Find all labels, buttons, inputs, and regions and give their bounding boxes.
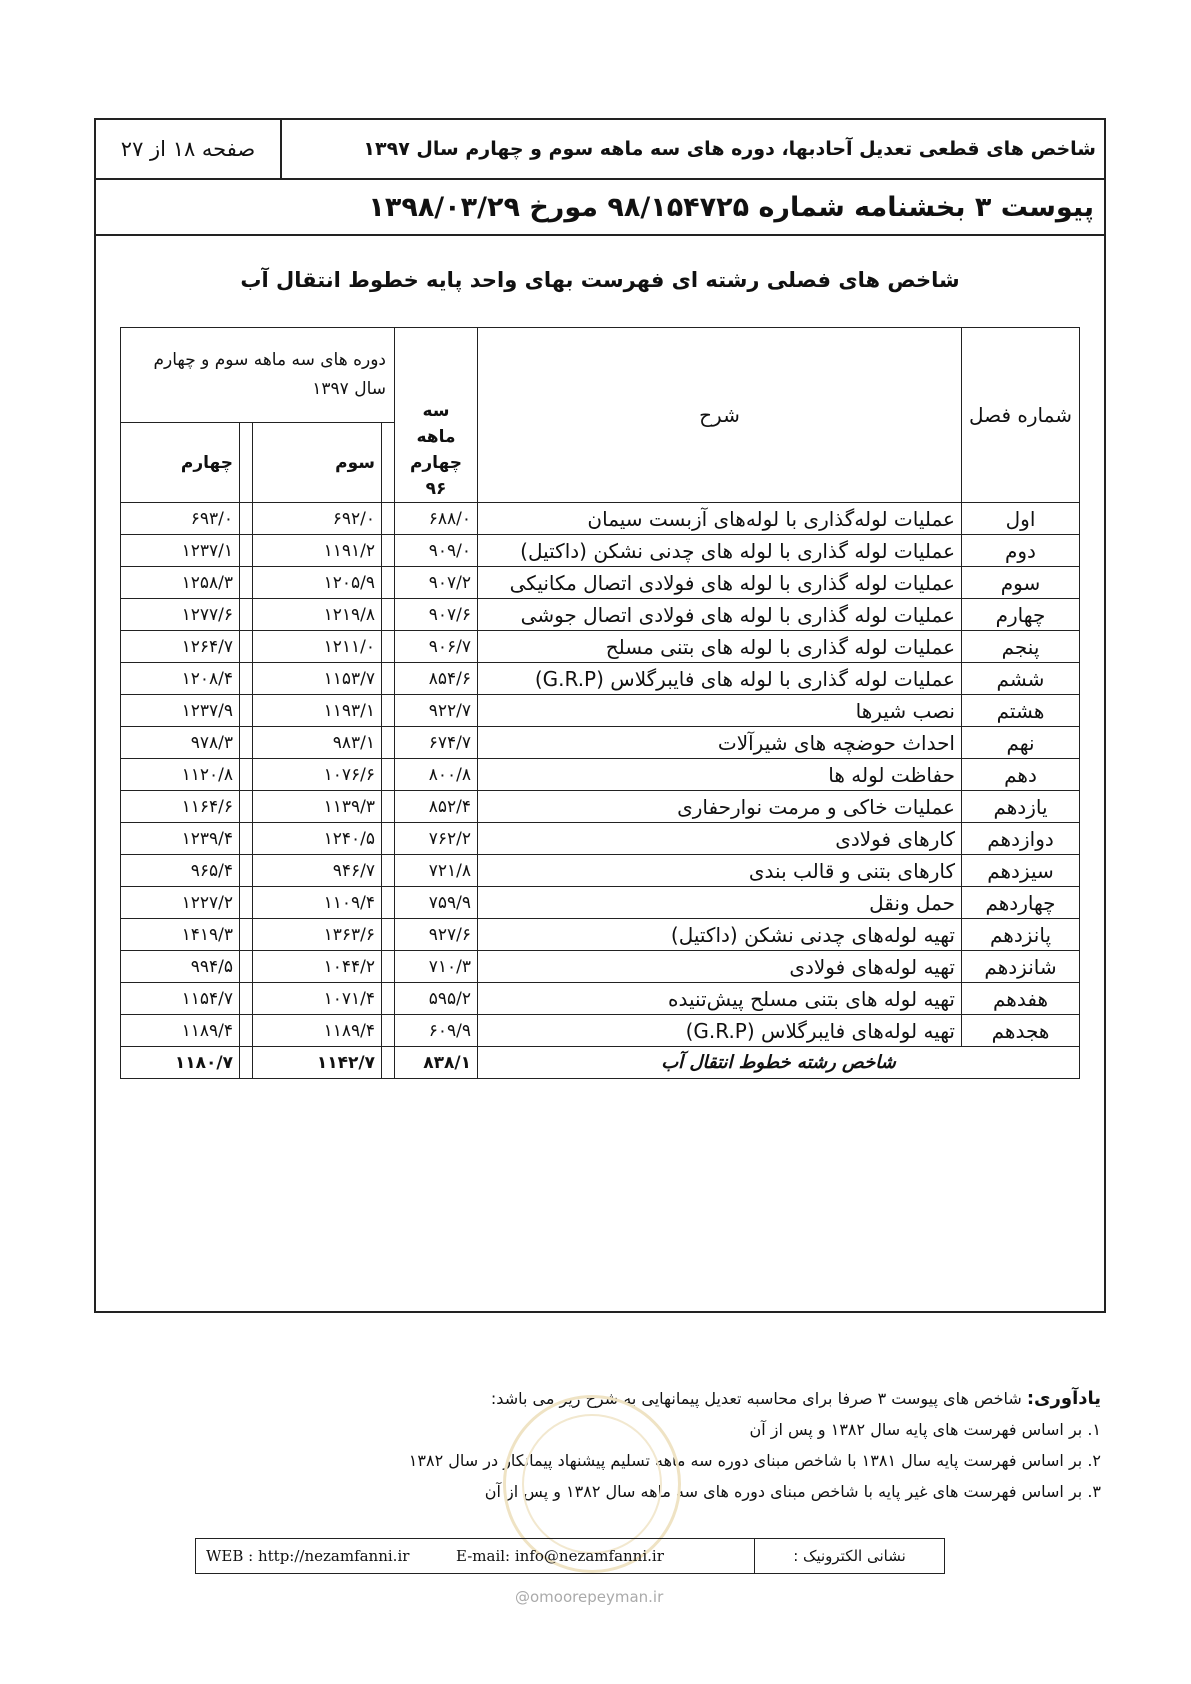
cell-description: عملیات لوله گذاری با لوله های فولادی اتصال جوشی (478, 599, 962, 631)
cell-prev-quarter: ۹۰۹/۰ (395, 535, 478, 567)
cell-chapter: یازدهم (962, 791, 1080, 823)
cell-q4: ۱۱۶۴/۶ (121, 791, 240, 823)
cell-gap (240, 887, 253, 919)
cell-chapter: پنجم (962, 631, 1080, 663)
cell-gap (240, 951, 253, 983)
table-row (121, 503, 1080, 535)
cell-q4: ۱۱۸۹/۴ (121, 1015, 240, 1047)
cell-q3: ۱۱۳۹/۳ (253, 791, 382, 823)
cell-q4: ۶۹۳/۰ (121, 503, 240, 535)
table-row (121, 695, 1080, 727)
cell-prev-quarter: ۵۹۵/۲ (395, 983, 478, 1015)
cell-description: تهیه لوله‌های چدنی نشکن (داکتیل) (478, 919, 962, 951)
cell-gap (382, 631, 395, 663)
cell-gap (382, 503, 395, 535)
email-link[interactable]: E-mail: info@nezamfanni.ir (456, 1547, 664, 1565)
cell-gap (382, 791, 395, 823)
cell-chapter: هجدهم (962, 1015, 1080, 1047)
cell-gap (240, 855, 253, 887)
cell-prev-quarter: ۹۲۲/۷ (395, 695, 478, 727)
cell-chapter: دهم (962, 759, 1080, 791)
cell-prev-quarter: ۶۷۴/۷ (395, 727, 478, 759)
cell-description: عملیات لوله گذاری با لوله های فایبرگلاس (G.R.P) (478, 663, 962, 695)
table-row (121, 759, 1080, 791)
table-row (121, 791, 1080, 823)
cell-q3: ۱۱۹۳/۱ (253, 695, 382, 727)
cell-q3: ۱۰۴۴/۲ (253, 951, 382, 983)
cell-chapter: دوازدهم (962, 823, 1080, 855)
cell-q4: ۱۲۷۷/۶ (121, 599, 240, 631)
cell-q4: ۹۶۵/۴ (121, 855, 240, 887)
cell-gap (240, 1015, 253, 1047)
cell-q4: ۱۲۵۸/۳ (121, 567, 240, 599)
cell-gap (240, 695, 253, 727)
table-row (121, 1015, 1080, 1047)
circular-reference: پیوست ۳ بخشنامه شماره ۹۸/۱۵۴۷۲۵ مورخ ۱۳۹۸/۰۳/۲۹ (96, 180, 1104, 236)
cell-total-prev: ۸۳۸/۱ (395, 1047, 478, 1079)
header-description: شرح (478, 328, 962, 503)
cell-q3: ۱۲۴۰/۵ (253, 823, 382, 855)
cell-chapter: سوم (962, 567, 1080, 599)
cell-chapter: دوم (962, 535, 1080, 567)
cell-gap (382, 919, 395, 951)
header-q4: چهارم (121, 423, 240, 503)
cell-gap (240, 727, 253, 759)
cell-q4: ۱۱۲۰/۸ (121, 759, 240, 791)
cell-prev-quarter: ۹۰۷/۲ (395, 567, 478, 599)
cell-gap (382, 567, 395, 599)
table-row (121, 919, 1080, 951)
cell-gap (382, 1047, 395, 1079)
table-row (121, 631, 1080, 663)
cell-q3: ۱۳۶۳/۶ (253, 919, 382, 951)
cell-gap (240, 631, 253, 663)
cell-gap (240, 663, 253, 695)
cell-prev-quarter: ۸۵۴/۶ (395, 663, 478, 695)
cell-chapter: ششم (962, 663, 1080, 695)
cell-prev-quarter: ۸۵۲/۴ (395, 791, 478, 823)
cell-gap (240, 823, 253, 855)
cell-q3: ۱۰۷۱/۴ (253, 983, 382, 1015)
cell-gap (240, 535, 253, 567)
cell-q3: ۹۸۳/۱ (253, 727, 382, 759)
cell-prev-quarter: ۸۰۰/۸ (395, 759, 478, 791)
cell-gap (382, 951, 395, 983)
cell-q4: ۱۲۳۹/۴ (121, 823, 240, 855)
table-row (121, 663, 1080, 695)
document-title: شاخص های قطعی تعدیل آحادبها، دوره های سه ماهه سوم و چهارم سال ۱۳۹۷ (363, 138, 1096, 160)
cell-chapter: پانزدهم (962, 919, 1080, 951)
cell-gap (382, 727, 395, 759)
cell-gap (240, 759, 253, 791)
notes-intro: شاخص های پیوست ۳ صرفا برای محاسبه تعدیل پیمانهایی به شرح زیر می باشد: (490, 1389, 1022, 1408)
cell-q4: ۱۲۲۷/۲ (121, 887, 240, 919)
header-gap (240, 423, 253, 503)
cell-gap (382, 823, 395, 855)
cell-chapter: چهاردهم (962, 887, 1080, 919)
cell-description: تهیه لوله‌های فولادی (478, 951, 962, 983)
cell-description: عملیات لوله گذاری با لوله های چدنی نشکن (داکتیل) (478, 535, 962, 567)
cell-q4: ۱۱۵۴/۷ (121, 983, 240, 1015)
cell-chapter: نهم (962, 727, 1080, 759)
cell-chapter: چهارم (962, 599, 1080, 631)
cell-chapter: هفدهم (962, 983, 1080, 1015)
note-item: ۲. بر اساس فهرست پایه سال ۱۳۸۱ با شاخص مبنای دوره سه ماهه تسلیم پیشنهاد پیمانکار در سال ۱۳۸۲ (408, 1451, 1101, 1470)
cell-prev-quarter: ۶۰۹/۹ (395, 1015, 478, 1047)
cell-gap (240, 599, 253, 631)
cell-q4: ۱۲۰۸/۴ (121, 663, 240, 695)
table-row (121, 823, 1080, 855)
cell-q3: ۱۲۱۱/۰ (253, 631, 382, 663)
cell-q4: ۱۲۳۷/۹ (121, 695, 240, 727)
cell-gap (382, 1015, 395, 1047)
cell-prev-quarter: ۷۱۰/۳ (395, 951, 478, 983)
cell-q4: ۱۲۳۷/۱ (121, 535, 240, 567)
table-total-row (121, 1047, 1080, 1079)
table-row (121, 983, 1080, 1015)
cell-prev-quarter: ۷۵۹/۹ (395, 887, 478, 919)
cell-description: عملیات لوله‌گذاری با لوله‌های آزبست سیمان (478, 503, 962, 535)
header-prev-quarter: سه ماهه چهارم ۹۶ (395, 328, 478, 503)
table-row (121, 951, 1080, 983)
cell-description: عملیات لوله گذاری با لوله های بتنی مسلح (478, 631, 962, 663)
watermark: @omoorepeyman.ir (515, 1588, 664, 1606)
cell-description: حمل ونقل (478, 887, 962, 919)
cell-gap (382, 887, 395, 919)
cell-description: عملیات خاکی و مرمت نوارحفاری (478, 791, 962, 823)
cell-description: کارهای فولادی (478, 823, 962, 855)
cell-q4: ۹۹۴/۵ (121, 951, 240, 983)
cell-prev-quarter: ۶۸۸/۰ (395, 503, 478, 535)
cell-gap (240, 503, 253, 535)
cell-description: حفاظت لوله ها (478, 759, 962, 791)
notes-intro-line (409, 1383, 1101, 1414)
cell-q4: ۹۷۸/۳ (121, 727, 240, 759)
note-item: ۱. بر اساس فهرست های پایه سال ۱۳۸۲ و پس از آن (749, 1420, 1101, 1439)
header-period-group: دوره های سه ماهه سوم و چهارم سال ۱۳۹۷ (121, 328, 395, 423)
contact-label: نشانی الکترونیک : (754, 1539, 944, 1573)
cell-description: کارهای بتنی و قالب بندی (478, 855, 962, 887)
cell-gap (382, 663, 395, 695)
cell-prev-quarter: ۹۲۷/۶ (395, 919, 478, 951)
cell-gap (240, 919, 253, 951)
cell-gap (382, 535, 395, 567)
header-row (96, 120, 1104, 180)
table-row (121, 567, 1080, 599)
header-gap (382, 423, 395, 503)
cell-total-q4: ۱۱۸۰/۷ (121, 1047, 240, 1079)
cell-chapter: شانزدهم (962, 951, 1080, 983)
cell-gap (240, 791, 253, 823)
cell-q3: ۱۰۷۶/۶ (253, 759, 382, 791)
cell-q3: ۱۱۰۹/۴ (253, 887, 382, 919)
header-q3: سوم (253, 423, 382, 503)
cell-q3: ۱۲۰۵/۹ (253, 567, 382, 599)
cell-description: تهیه لوله های بتنی مسلح پیش‌تنیده (478, 983, 962, 1015)
cell-q4: ۱۲۶۴/۷ (121, 631, 240, 663)
cell-total-label: شاخص رشته خطوط انتقال آب (478, 1047, 1080, 1079)
table-row (121, 855, 1080, 887)
cell-q3: ۱۲۱۹/۸ (253, 599, 382, 631)
cell-gap (382, 983, 395, 1015)
header-chapter: شماره فصل (962, 328, 1080, 503)
note-item: ۳. بر اساس فهرست های غیر پایه با شاخص مبنای دوره های سه ماهه سال ۱۳۸۲ و پس از آن (484, 1482, 1101, 1501)
cell-q3: ۶۹۲/۰ (253, 503, 382, 535)
cell-gap (240, 567, 253, 599)
cell-description: احداث حوضچه های شیرآلات (478, 727, 962, 759)
index-table (120, 327, 1080, 1079)
cell-description: تهیه لوله‌های فایبرگلاس (G.R.P) (478, 1015, 962, 1047)
cell-description: نصب شیرها (478, 695, 962, 727)
cell-gap (382, 599, 395, 631)
table-body (121, 503, 1080, 1079)
cell-q3: ۹۴۶/۷ (253, 855, 382, 887)
contact-footer (195, 1538, 945, 1574)
table-row (121, 887, 1080, 919)
cell-gap (382, 695, 395, 727)
cell-total-q3: ۱۱۴۲/۷ (253, 1047, 382, 1079)
notes-title: یادآوری: (1026, 1388, 1101, 1409)
page-number: صفحه ۱۸ از ۲۷ (96, 120, 282, 178)
cell-gap (382, 759, 395, 791)
cell-q4: ۱۴۱۹/۳ (121, 919, 240, 951)
cell-prev-quarter: ۹۰۷/۶ (395, 599, 478, 631)
cell-chapter: اول (962, 503, 1080, 535)
cell-chapter: هشتم (962, 695, 1080, 727)
cell-prev-quarter: ۹۰۶/۷ (395, 631, 478, 663)
cell-q3: ۱۱۵۳/۷ (253, 663, 382, 695)
cell-q3: ۱۱۹۱/۲ (253, 535, 382, 567)
cell-prev-quarter: ۷۲۱/۸ (395, 855, 478, 887)
cell-gap (240, 983, 253, 1015)
cell-q3: ۱۱۸۹/۴ (253, 1015, 382, 1047)
table-row (121, 535, 1080, 567)
cell-gap (382, 855, 395, 887)
web-link[interactable]: WEB : http://nezamfanni.ir (206, 1547, 410, 1565)
cell-gap (240, 1047, 253, 1079)
table-title: شاخص های فصلی رشته ای فهرست بهای واحد پایه خطوط انتقال آب (240, 268, 960, 292)
table-row (121, 599, 1080, 631)
table-row (121, 727, 1080, 759)
cell-description: عملیات لوله گذاری با لوله های فولادی اتصال مکانیکی (478, 567, 962, 599)
cell-chapter: سیزدهم (962, 855, 1080, 887)
cell-prev-quarter: ۷۶۲/۲ (395, 823, 478, 855)
